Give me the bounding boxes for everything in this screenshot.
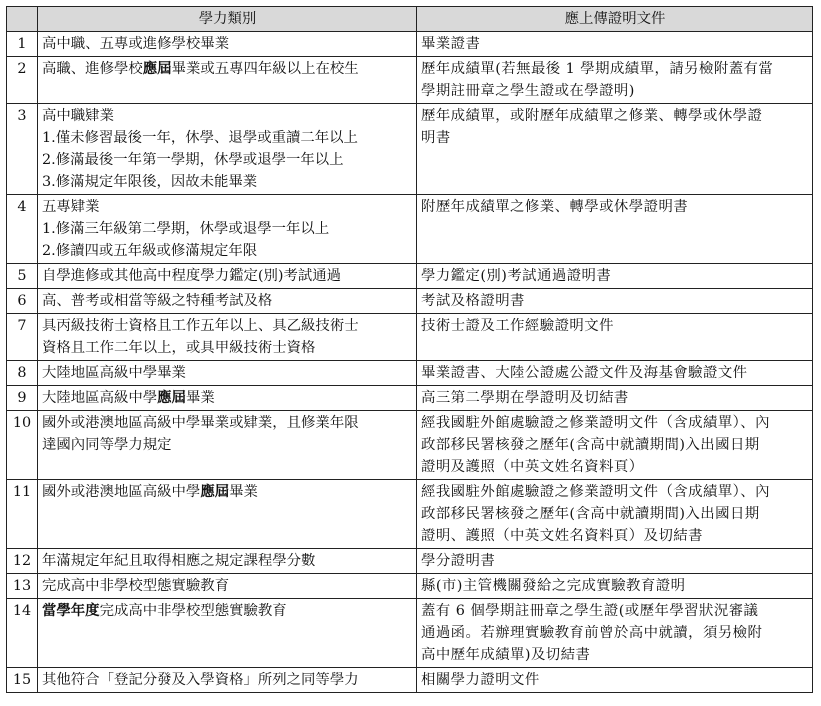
documents-line: 經我國駐外館處驗證之修業證明文件（含成績單）、內: [421, 484, 770, 500]
table-row: [7, 480, 813, 549]
table-row: [7, 195, 813, 264]
documents-line: 學力鑑定(別)考試通過證明書: [421, 268, 612, 284]
table-body: [7, 32, 813, 693]
category-cell: [38, 57, 417, 104]
category-cell: [38, 104, 417, 195]
documents-line: 政部移民署核發之歷年(含高中就讀期間)入出國日期: [421, 506, 760, 522]
category-line: 達國內同等學力規定: [42, 437, 172, 453]
category-line: 1.修滿三年級第二學期，休學或退學一年以上: [42, 221, 330, 237]
documents-line: 政部移民署核發之歷年(含高中就讀期間)入出國日期: [421, 437, 760, 453]
category-cell: [38, 668, 417, 693]
category-cell: [38, 195, 417, 264]
category-cell: [38, 386, 417, 411]
category-line: 大陸地區高級中學畢業: [42, 365, 186, 381]
documents-cell: [417, 32, 813, 57]
documents-line: 考試及格證明書: [421, 293, 525, 309]
table-row: [7, 411, 813, 480]
category-line: 2.修讀四或五年級或修滿規定年限: [42, 243, 258, 259]
documents-line: 通過函。若辦理實驗教育前曾於高中就讀，須另檢附: [421, 625, 763, 641]
table-row: [7, 314, 813, 361]
documents-line: 高中歷年成績單)及切結書: [421, 647, 591, 663]
category-cell: [38, 480, 417, 549]
category-line: 高職、進修學校應屆畢業或五專四年級以上在校生: [42, 60, 359, 77]
row-number: 1: [7, 32, 38, 57]
documents-line: 證明、護照（中英文姓名資料頁）及切結書: [421, 528, 703, 544]
documents-line: 相關學力證明文件: [421, 672, 540, 688]
emphasis-text: 應屆: [157, 389, 186, 406]
category-line: 高、普考或相當等級之特種考試及格: [42, 293, 273, 309]
table-row: [7, 574, 813, 599]
table-row: [7, 104, 813, 195]
documents-cell: [417, 314, 813, 361]
category-line: 2.修滿最後一年第一學期，休學或退學一年以上: [42, 152, 344, 168]
category-cell: [38, 264, 417, 289]
documents-cell: [417, 386, 813, 411]
table-row: [7, 361, 813, 386]
documents-cell: [417, 104, 813, 195]
documents-cell: [417, 599, 813, 668]
category-line: 大陸地區高級中學應屆畢業: [42, 389, 215, 406]
row-number: 9: [7, 386, 38, 411]
documents-line: 附歷年成績單之修業、轉學或休學證明書: [421, 199, 689, 215]
row-number: 10: [7, 411, 38, 480]
table-header: [7, 7, 813, 32]
category-cell: [38, 32, 417, 57]
category-line: 當學年度完成高中非學校型態實驗教育: [42, 602, 287, 619]
category-cell: [38, 599, 417, 668]
documents-line: 明書: [421, 130, 451, 146]
category-line: 具丙級技術士資格且工作五年以上、具乙級技術士: [42, 318, 359, 334]
category-line: 完成高中非學校型態實驗教育: [42, 578, 230, 594]
documents-line: 畢業證書、大陸公證處公證文件及海基會驗證文件: [421, 365, 748, 381]
category-line: 1.僅未修習最後一年，休學、退學或重讀二年以上: [42, 130, 358, 146]
category-line: 國外或港澳地區高級中學應屆畢業: [42, 483, 258, 500]
row-number: 11: [7, 480, 38, 549]
row-number: 15: [7, 668, 38, 693]
row-number: 7: [7, 314, 38, 361]
documents-line: 經我國駐外館處驗證之修業證明文件（含成績單）、內: [421, 415, 770, 431]
documents-line: 技術士證及工作經驗證明文件: [421, 318, 614, 334]
documents-cell: [417, 57, 813, 104]
category-cell: [38, 549, 417, 574]
qualification-table: [6, 6, 813, 693]
category-cell: [38, 411, 417, 480]
documents-cell: [417, 574, 813, 599]
category-line: 自學進修或其他高中程度學力鑑定(別)考試通過: [42, 268, 342, 284]
category-cell: [38, 361, 417, 386]
table-row: [7, 289, 813, 314]
documents-cell: [417, 195, 813, 264]
header-number: [7, 7, 38, 32]
documents-line: 歷年成績單，或附歷年成績單之修業、轉學或休學證: [421, 108, 763, 124]
table-row: [7, 32, 813, 57]
documents-line: 學期註冊章之學生證或在學證明): [421, 83, 635, 99]
table-row: [7, 264, 813, 289]
documents-cell: [417, 289, 813, 314]
header-row: [7, 7, 813, 32]
table-row: [7, 549, 813, 574]
header-documents: 應上傳證明文件: [417, 7, 813, 32]
documents-line: 縣(市)主管機關發給之完成實驗教育證明: [421, 578, 686, 594]
documents-line: 證明及護照（中英文姓名資料頁）: [421, 459, 644, 475]
documents-line: 歷年成績單(若無最後 1 學期成績單，請另檢附蓋有當: [421, 61, 774, 77]
table-row: [7, 57, 813, 104]
category-line: 3.修滿規定年限後，因故未能畢業: [42, 174, 258, 190]
table-row: [7, 668, 813, 693]
row-number: 2: [7, 57, 38, 104]
documents-cell: [417, 668, 813, 693]
documents-line: 畢業證書: [421, 36, 481, 52]
emphasis-text: 應屆: [200, 483, 230, 500]
documents-cell: [417, 361, 813, 386]
category-line: 五專肄業: [42, 199, 100, 215]
category-line: 其他符合「登記分發及入學資格」所列之同等學力: [42, 672, 359, 688]
row-number: 6: [7, 289, 38, 314]
row-number: 5: [7, 264, 38, 289]
category-cell: [38, 574, 417, 599]
category-cell: [38, 289, 417, 314]
documents-cell: [417, 549, 813, 574]
row-number: 13: [7, 574, 38, 599]
emphasis-text: 應屆: [142, 60, 172, 77]
category-line: 高中職肄業: [42, 108, 114, 124]
documents-cell: [417, 264, 813, 289]
row-number: 8: [7, 361, 38, 386]
category-line: 年滿規定年紀且取得相應之規定課程學分數: [42, 553, 316, 569]
category-cell: [38, 314, 417, 361]
documents-line: 蓋有 6 個學期註冊章之學生證(或歷年學習狀況審議: [421, 603, 759, 619]
documents-cell: [417, 411, 813, 480]
documents-cell: [417, 480, 813, 549]
category-line: 國外或港澳地區高級中學畢業或肄業，且修業年限: [42, 415, 359, 431]
table-row: [7, 599, 813, 668]
category-line: 高中職、五專或進修學校畢業: [42, 36, 230, 52]
documents-line: 高三第二學期在學證明及切結書: [421, 390, 629, 406]
documents-line: 學分證明書: [421, 553, 496, 569]
category-line: 資格且工作二年以上，或具甲級技術士資格: [42, 340, 316, 356]
row-number: 4: [7, 195, 38, 264]
row-number: 14: [7, 599, 38, 668]
table-row: [7, 386, 813, 411]
row-number: 3: [7, 104, 38, 195]
row-number: 12: [7, 549, 38, 574]
header-category: 學力類別: [38, 7, 417, 32]
emphasis-text: 當學年度: [42, 602, 100, 619]
qualification-table-sheet: [6, 6, 813, 693]
